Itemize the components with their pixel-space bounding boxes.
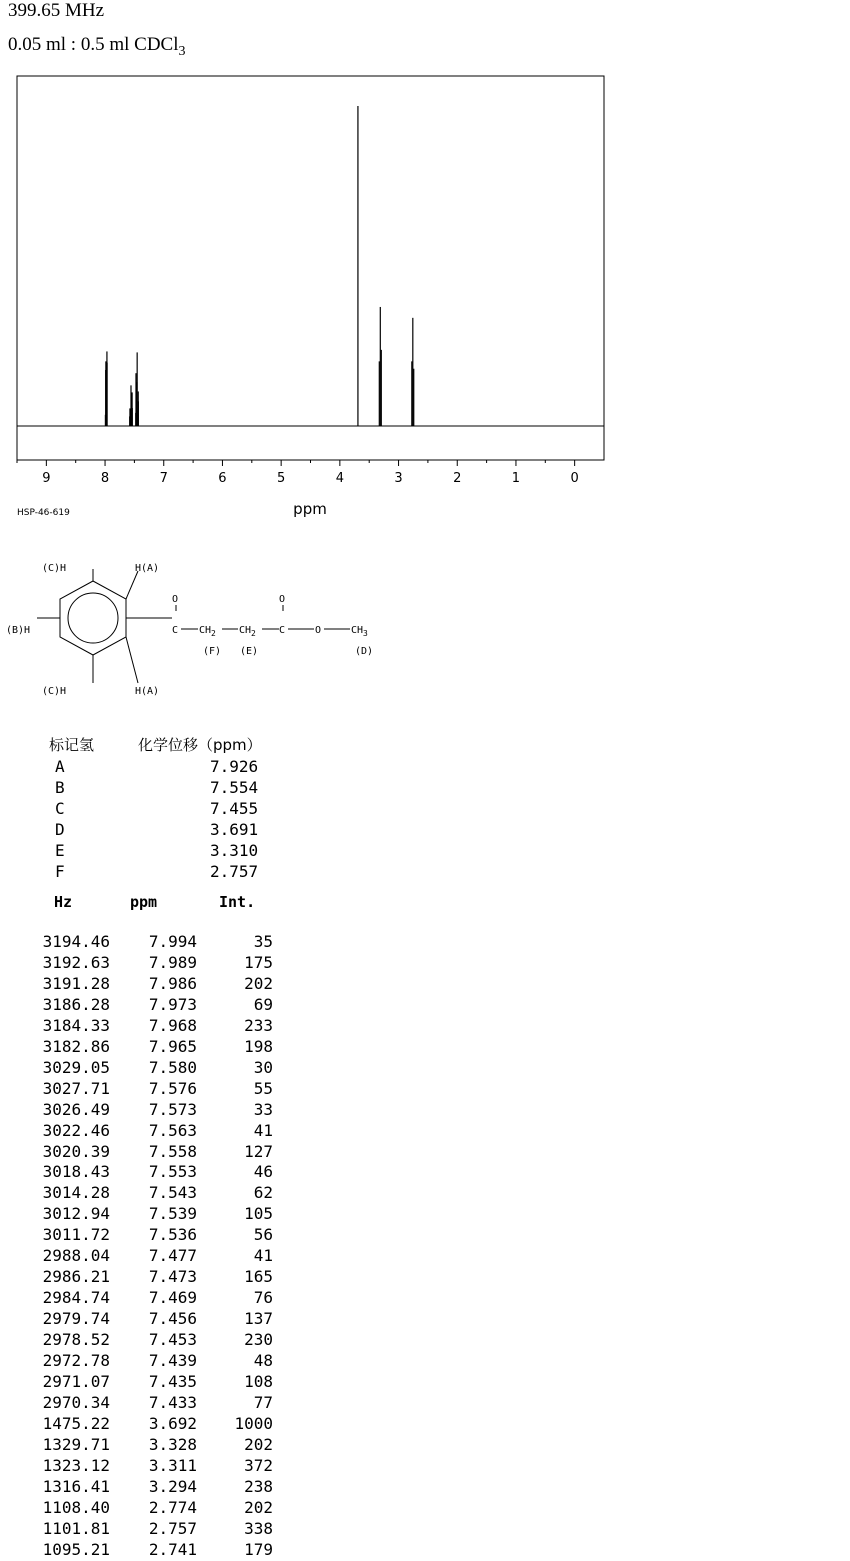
peak-row bbox=[0, 1309, 850, 1330]
peak-ppm: 7.536 bbox=[148, 1225, 197, 1245]
peak-ppm: 7.994 bbox=[148, 932, 197, 951]
peak-ppm: 7.539 bbox=[148, 1204, 197, 1224]
peak-ppm: 7.469 bbox=[148, 1288, 197, 1308]
nmr-spectrum-chart bbox=[0, 0, 850, 530]
label-b: (B)H bbox=[6, 625, 31, 636]
shift-col-shift: 化学位移（ppm） bbox=[138, 736, 262, 754]
label-c-bottom: (C)H bbox=[42, 686, 67, 697]
frequency-label: 399.65 MHz bbox=[8, 0, 105, 21]
peak-int: 179 bbox=[244, 1539, 273, 1559]
peak-int: 372 bbox=[244, 1455, 273, 1475]
peak-ppm: 7.558 bbox=[148, 1141, 197, 1161]
peak-row bbox=[0, 1498, 850, 1519]
peak-row bbox=[0, 1100, 850, 1121]
peak-int: 76 bbox=[253, 1288, 273, 1308]
sample-subscript: 3 bbox=[178, 43, 186, 59]
peak-row bbox=[0, 995, 850, 1016]
peak-hz: 1095.21 bbox=[42, 1539, 110, 1559]
peak-row bbox=[0, 1037, 850, 1058]
peak-hz: 2984.74 bbox=[42, 1288, 110, 1308]
peak-int: 198 bbox=[244, 1036, 273, 1056]
x-tick-label: 9 bbox=[42, 471, 51, 486]
peak-row bbox=[0, 1058, 850, 1079]
peak-hz: 2978.52 bbox=[42, 1330, 110, 1350]
peak-header-ppm: ppm bbox=[130, 893, 158, 911]
peak-int: 30 bbox=[253, 1057, 273, 1077]
peak-header-int: Int. bbox=[219, 893, 256, 911]
peak-ppm: 2.741 bbox=[148, 1539, 197, 1559]
peak-int: 77 bbox=[253, 1392, 273, 1412]
peak-ppm: 2.774 bbox=[148, 1497, 197, 1517]
peak-hz: 1323.12 bbox=[42, 1455, 110, 1475]
x-tick-label: 7 bbox=[159, 471, 168, 486]
peak-row bbox=[0, 1519, 850, 1540]
molecular-structure bbox=[0, 555, 400, 705]
peak-ppm: 7.473 bbox=[148, 1267, 197, 1287]
spectrum-id: HSP-46-619 bbox=[17, 508, 70, 518]
peak-row bbox=[0, 1351, 850, 1372]
peak-ppm: 7.580 bbox=[148, 1057, 197, 1077]
peak-hz: 1101.81 bbox=[42, 1518, 110, 1538]
peak-hz: 3029.05 bbox=[42, 1057, 110, 1077]
peak-int: 105 bbox=[244, 1204, 273, 1224]
shift-label: B bbox=[55, 778, 65, 797]
shift-label: F bbox=[55, 862, 65, 881]
benzene-ring bbox=[60, 581, 126, 655]
x-tick-label: 6 bbox=[218, 471, 227, 486]
peak-ppm: 3.692 bbox=[148, 1413, 197, 1433]
x-axis-ticks bbox=[17, 460, 579, 486]
peak-ppm: 7.439 bbox=[148, 1351, 197, 1370]
peak-row bbox=[0, 974, 850, 995]
peak-int: 233 bbox=[244, 1015, 273, 1035]
shift-label: D bbox=[55, 820, 65, 839]
shift-col-label: 标记氢 bbox=[49, 736, 95, 754]
peak-int: 69 bbox=[253, 994, 273, 1014]
peak-row bbox=[0, 1016, 850, 1037]
peak-int: 33 bbox=[253, 1099, 273, 1119]
peak-header-hz: Hz bbox=[54, 893, 73, 911]
peak-row bbox=[0, 1162, 850, 1183]
peak-ppm: 7.968 bbox=[148, 1015, 197, 1035]
peak-row bbox=[0, 1183, 850, 1204]
x-tick-label: 8 bbox=[100, 471, 110, 486]
sample-text: 0.05 ml : 0.5 ml CDCl bbox=[8, 34, 179, 55]
peak-hz: 3182.86 bbox=[42, 1036, 110, 1056]
peak-int: 41 bbox=[253, 1246, 273, 1266]
peak-ppm: 7.563 bbox=[148, 1120, 197, 1140]
peak-ppm: 7.986 bbox=[148, 973, 197, 993]
peak-int: 137 bbox=[244, 1309, 273, 1329]
peak-hz: 1329.71 bbox=[42, 1434, 110, 1454]
peak-int: 35 bbox=[253, 932, 273, 951]
peak-int: 46 bbox=[253, 1162, 273, 1182]
peak-int: 338 bbox=[244, 1518, 273, 1538]
label-ester-o: O bbox=[315, 625, 322, 636]
label-d: (D) bbox=[355, 646, 374, 657]
peak-row bbox=[0, 1456, 850, 1477]
shift-label: C bbox=[55, 799, 65, 818]
peak-int: 202 bbox=[244, 973, 273, 993]
peak-hz: 3011.72 bbox=[42, 1225, 110, 1245]
shift-value: 3.310 bbox=[210, 841, 259, 860]
peak-ppm: 7.965 bbox=[148, 1036, 197, 1056]
peak-row bbox=[0, 1079, 850, 1100]
peak-hz: 3194.46 bbox=[42, 932, 110, 951]
shift-value: 7.926 bbox=[210, 757, 259, 776]
peak-ppm: 3.328 bbox=[148, 1434, 197, 1454]
peak-int: 202 bbox=[244, 1434, 273, 1454]
label-ch3: $CH_3$ bbox=[351, 625, 368, 638]
peak-hz: 3012.94 bbox=[42, 1204, 110, 1224]
peak-hz: 3186.28 bbox=[42, 994, 110, 1014]
peak-hz: 2971.07 bbox=[42, 1371, 110, 1391]
shift-label: A bbox=[55, 757, 65, 776]
peak-hz: 3026.49 bbox=[42, 1099, 110, 1119]
peak-ppm: 2.757 bbox=[148, 1518, 197, 1538]
peak-ppm: 7.553 bbox=[148, 1162, 197, 1182]
peak-row bbox=[0, 1204, 850, 1225]
peak-row bbox=[0, 1246, 850, 1267]
peak-int: 175 bbox=[244, 952, 273, 972]
peak-hz: 3191.28 bbox=[42, 973, 110, 993]
peak-ppm: 7.573 bbox=[148, 1099, 197, 1119]
peak-row bbox=[0, 1288, 850, 1309]
x-tick-label: 1 bbox=[511, 471, 521, 486]
shift-value: 7.554 bbox=[210, 778, 259, 797]
peak-int: 165 bbox=[244, 1267, 273, 1287]
peak-int: 202 bbox=[244, 1497, 273, 1517]
peak-ppm: 3.294 bbox=[148, 1476, 197, 1496]
label-ester-c: C bbox=[279, 625, 286, 636]
aromatic-circle bbox=[68, 593, 118, 643]
peak-row bbox=[0, 1540, 850, 1561]
peak-hz: 3184.33 bbox=[42, 1015, 110, 1035]
peak-hz: 1316.41 bbox=[42, 1476, 110, 1496]
peak-hz: 3014.28 bbox=[42, 1183, 110, 1203]
shift-value: 2.757 bbox=[210, 862, 259, 881]
peak-int: 56 bbox=[253, 1225, 273, 1245]
peak-int: 108 bbox=[244, 1371, 273, 1391]
x-tick-label: 5 bbox=[277, 471, 286, 486]
peak-ppm: 7.435 bbox=[148, 1371, 197, 1391]
peak-row bbox=[0, 1225, 850, 1246]
label-a-bottom: H(A) bbox=[135, 686, 160, 697]
label-f: (F) bbox=[203, 646, 222, 657]
label-ester-carbonyl-o: O bbox=[279, 594, 286, 605]
peak-row bbox=[0, 1393, 850, 1414]
peak-ppm: 7.576 bbox=[148, 1078, 197, 1098]
peak-int: 62 bbox=[253, 1183, 273, 1203]
peak-row bbox=[0, 1435, 850, 1456]
peak-ppm: 3.311 bbox=[148, 1455, 197, 1475]
peak-hz: 3027.71 bbox=[42, 1078, 110, 1098]
peak-ppm: 7.453 bbox=[148, 1330, 197, 1350]
peak-row bbox=[0, 932, 850, 953]
peak-int: 1000 bbox=[234, 1413, 273, 1433]
peak-hz: 3018.43 bbox=[42, 1162, 110, 1182]
peak-row bbox=[0, 953, 850, 974]
x-tick-label: 4 bbox=[335, 471, 344, 486]
peak-row bbox=[0, 1330, 850, 1351]
peak-hz: 2970.34 bbox=[42, 1392, 110, 1412]
shift-value: 3.691 bbox=[210, 820, 259, 839]
x-tick-label: 2 bbox=[453, 471, 462, 486]
plot-frame bbox=[17, 76, 604, 460]
x-axis-label: ppm bbox=[293, 500, 327, 518]
label-carbonyl-o: O bbox=[172, 594, 179, 605]
peak-row bbox=[0, 1121, 850, 1142]
peak-ppm: 7.456 bbox=[148, 1309, 197, 1329]
peak-hz: 2972.78 bbox=[42, 1351, 110, 1370]
peak-int: 127 bbox=[244, 1141, 273, 1161]
label-e: (E) bbox=[240, 646, 259, 657]
peak-row bbox=[0, 1414, 850, 1435]
peak-lines bbox=[105, 106, 413, 426]
peak-hz: 2988.04 bbox=[42, 1246, 110, 1266]
peak-ppm: 7.543 bbox=[148, 1183, 197, 1203]
peak-int: 238 bbox=[244, 1476, 273, 1496]
peak-ppm: 7.433 bbox=[148, 1392, 197, 1412]
peak-hz: 2986.21 bbox=[42, 1267, 110, 1287]
peak-hz: 3020.39 bbox=[42, 1141, 110, 1161]
shift-label: E bbox=[55, 841, 65, 860]
peak-int: 48 bbox=[253, 1351, 273, 1370]
peak-hz: 3192.63 bbox=[42, 952, 110, 972]
label-c-top: (C)H bbox=[42, 563, 67, 574]
peak-row bbox=[0, 1142, 850, 1163]
peak-hz: 1108.40 bbox=[42, 1497, 110, 1517]
peak-ppm: 7.477 bbox=[148, 1246, 197, 1266]
peak-ppm: 7.989 bbox=[148, 952, 197, 972]
peak-hz: 3022.46 bbox=[42, 1120, 110, 1140]
x-tick-label: 3 bbox=[394, 471, 403, 486]
peak-hz: 1475.22 bbox=[42, 1413, 110, 1433]
peak-row bbox=[0, 1267, 850, 1288]
peak-row bbox=[0, 1372, 850, 1393]
x-tick-label: 0 bbox=[570, 471, 579, 486]
peak-int: 41 bbox=[253, 1120, 273, 1140]
label-ch2-f: $CH_2$ bbox=[199, 625, 216, 638]
label-ketone-c: C bbox=[172, 625, 179, 636]
peak-int: 230 bbox=[244, 1330, 273, 1350]
shift-value: 7.455 bbox=[210, 799, 259, 818]
peak-row bbox=[0, 1477, 850, 1498]
label-a-top: H(A) bbox=[135, 563, 160, 574]
peak-hz: 2979.74 bbox=[42, 1309, 110, 1329]
peak-ppm: 7.973 bbox=[148, 994, 197, 1014]
peak-int: 55 bbox=[253, 1078, 273, 1098]
label-ch2-e: $CH_2$ bbox=[239, 625, 256, 638]
